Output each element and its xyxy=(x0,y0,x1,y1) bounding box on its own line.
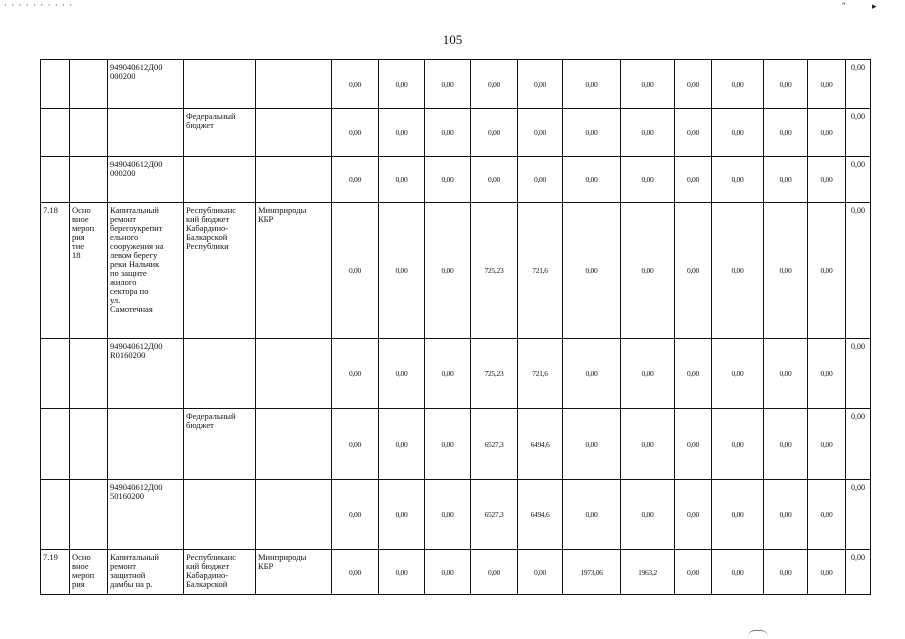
value-cell: 0,00 xyxy=(621,157,675,203)
measure-name-cell: 949040612Д00 R0160200 xyxy=(108,339,184,409)
total-cell: 0,00 xyxy=(846,109,871,157)
value-cell: 0,00 xyxy=(425,480,471,550)
value-cell: 0,00 xyxy=(425,60,471,109)
value-cell: 0,00 xyxy=(379,339,425,409)
value-cell: 0,00 xyxy=(764,339,808,409)
scan-corner-mark-left: ″ xyxy=(842,1,846,11)
funding-source-cell xyxy=(184,339,256,409)
scan-corner-mark-right: ▸ xyxy=(872,1,877,11)
measure-name-cell: 949040612Д00 000200 xyxy=(108,60,184,109)
page-number: 105 xyxy=(442,32,463,47)
value-cell: 0,00 xyxy=(379,203,425,339)
row-number-cell: 7.18 xyxy=(41,203,70,339)
measure-name-cell: 949040612Д00 50160200 xyxy=(108,480,184,550)
funding-source-cell xyxy=(184,480,256,550)
event-type-cell: Осно вное мероп рия тие 18 xyxy=(70,203,108,339)
value-cell: 0,00 xyxy=(332,60,379,109)
value-cell: 0,00 xyxy=(379,109,425,157)
value-cell: 0,00 xyxy=(563,109,621,157)
value-cell: 0,00 xyxy=(675,409,712,480)
value-cell: 0,00 xyxy=(379,60,425,109)
event-type-cell xyxy=(70,480,108,550)
value-cell: 725,23 xyxy=(471,339,518,409)
table-row xyxy=(41,480,871,550)
value-cell: 0,00 xyxy=(332,109,379,157)
value-cell: 0,00 xyxy=(808,109,846,157)
total-cell: 0,00 xyxy=(846,157,871,203)
value-cell: 0,00 xyxy=(425,109,471,157)
executor-cell: Минприроды КБР xyxy=(256,550,332,595)
value-cell: 0,00 xyxy=(675,60,712,109)
table-row xyxy=(41,409,871,480)
total-cell: 0,00 xyxy=(846,60,871,109)
funding-source-cell: Республиканс кий бюджет Кабардино- Балкарской xyxy=(184,550,256,595)
value-cell: 0,00 xyxy=(471,550,518,595)
value-cell: 0,00 xyxy=(621,339,675,409)
value-cell: 0,00 xyxy=(471,60,518,109)
measure-name-cell xyxy=(108,109,184,157)
measure-name-cell: 949040612Д00 000200 xyxy=(108,157,184,203)
executor-cell xyxy=(256,339,332,409)
value-cell: 0,00 xyxy=(425,203,471,339)
value-cell: 0,00 xyxy=(425,157,471,203)
value-cell: 0,00 xyxy=(808,480,846,550)
event-type-cell xyxy=(70,409,108,480)
value-cell: 0,00 xyxy=(675,550,712,595)
value-cell: 6494,6 xyxy=(518,409,563,480)
value-cell: 0,00 xyxy=(764,60,808,109)
value-cell: 1973,06 xyxy=(563,550,621,595)
scan-top-marks: · · · · · · · · · · xyxy=(4,0,74,10)
value-cell: 0,00 xyxy=(518,60,563,109)
total-cell: 0,00 xyxy=(846,409,871,480)
value-cell: 721,6 xyxy=(518,339,563,409)
value-cell: 0,00 xyxy=(518,109,563,157)
value-cell: 0,00 xyxy=(764,480,808,550)
value-cell: 0,00 xyxy=(471,109,518,157)
value-cell: 0,00 xyxy=(675,109,712,157)
value-cell: 0,00 xyxy=(379,157,425,203)
measure-name-cell xyxy=(108,409,184,480)
value-cell: 0,00 xyxy=(332,157,379,203)
funding-source-cell: Федеральный бюджет xyxy=(184,409,256,480)
budget-table xyxy=(40,59,871,595)
value-cell: 0,00 xyxy=(808,157,846,203)
executor-cell: Минприроды КБР xyxy=(256,203,332,339)
value-cell: 0,00 xyxy=(764,409,808,480)
table-row xyxy=(41,109,871,157)
value-cell: 0,00 xyxy=(621,409,675,480)
value-cell: 0,00 xyxy=(712,60,764,109)
table-row xyxy=(41,339,871,409)
value-cell: 0,00 xyxy=(332,339,379,409)
value-cell: 0,00 xyxy=(712,157,764,203)
value-cell: 0,00 xyxy=(621,60,675,109)
total-cell: 0,00 xyxy=(846,480,871,550)
value-cell: 0,00 xyxy=(563,203,621,339)
value-cell: 0,00 xyxy=(563,60,621,109)
value-cell: 0,00 xyxy=(563,480,621,550)
value-cell: 0,00 xyxy=(675,480,712,550)
value-cell: 0,00 xyxy=(808,60,846,109)
measure-name-cell: Капитальный ремонт берегоукрепит ельного сооружения на левом берегу реки Нальчик по защите жилого сектора по ул. Самотечная xyxy=(108,203,184,339)
value-cell: 0,00 xyxy=(712,109,764,157)
executor-cell xyxy=(256,480,332,550)
executor-cell xyxy=(256,109,332,157)
event-type-cell xyxy=(70,339,108,409)
value-cell: 0,00 xyxy=(379,480,425,550)
value-cell: 725,23 xyxy=(471,203,518,339)
table-row xyxy=(41,157,871,203)
value-cell: 0,00 xyxy=(675,339,712,409)
value-cell: 0,00 xyxy=(808,203,846,339)
value-cell: 0,00 xyxy=(518,157,563,203)
funding-source-cell: Федеральный бюджет xyxy=(184,109,256,157)
executor-cell xyxy=(256,157,332,203)
value-cell: 0,00 xyxy=(425,409,471,480)
value-cell: 0,00 xyxy=(764,157,808,203)
value-cell: 0,00 xyxy=(808,550,846,595)
value-cell: 6527,3 xyxy=(471,480,518,550)
event-type-cell xyxy=(70,109,108,157)
value-cell: 0,00 xyxy=(621,203,675,339)
value-cell: 0,00 xyxy=(675,203,712,339)
value-cell: 0,00 xyxy=(764,550,808,595)
value-cell: 0,00 xyxy=(764,109,808,157)
row-number-cell xyxy=(41,480,70,550)
table-row xyxy=(41,203,871,339)
value-cell: 721,6 xyxy=(518,203,563,339)
funding-source-cell xyxy=(184,157,256,203)
row-number-cell xyxy=(41,60,70,109)
row-number-cell xyxy=(41,409,70,480)
value-cell: 0,00 xyxy=(712,203,764,339)
value-cell: 0,00 xyxy=(332,203,379,339)
value-cell: 0,00 xyxy=(425,339,471,409)
value-cell: 0,00 xyxy=(621,480,675,550)
table-row xyxy=(41,550,871,595)
value-cell: 0,00 xyxy=(332,480,379,550)
row-number-cell xyxy=(41,157,70,203)
value-cell: 0,00 xyxy=(379,550,425,595)
value-cell: 0,00 xyxy=(621,109,675,157)
value-cell: 0,00 xyxy=(379,409,425,480)
value-cell: 0,00 xyxy=(712,480,764,550)
total-cell: 0,00 xyxy=(846,203,871,339)
value-cell: 1963,2 xyxy=(621,550,675,595)
value-cell: 0,00 xyxy=(675,157,712,203)
value-cell: 0,00 xyxy=(764,203,808,339)
row-number-cell xyxy=(41,109,70,157)
value-cell: 0,00 xyxy=(471,157,518,203)
value-cell: 0,00 xyxy=(808,339,846,409)
executor-cell xyxy=(256,409,332,480)
total-cell: 0,00 xyxy=(846,550,871,595)
row-number-cell xyxy=(41,339,70,409)
event-type-cell xyxy=(70,157,108,203)
value-cell: 0,00 xyxy=(563,409,621,480)
total-cell: 0,00 xyxy=(846,339,871,409)
value-cell: 6527,3 xyxy=(471,409,518,480)
value-cell: 0,00 xyxy=(563,339,621,409)
value-cell: 0,00 xyxy=(425,550,471,595)
funding-source-cell: Республиканс кий бюджет Кабардино- Балкарской Республики xyxy=(184,203,256,339)
measure-name-cell: Капитальный ремонт защитной дамбы на р. xyxy=(108,550,184,595)
value-cell: 0,00 xyxy=(332,550,379,595)
value-cell: 0,00 xyxy=(563,157,621,203)
value-cell: 0,00 xyxy=(712,339,764,409)
value-cell: 0,00 xyxy=(518,550,563,595)
value-cell: 0,00 xyxy=(712,409,764,480)
value-cell: 0,00 xyxy=(712,550,764,595)
value-cell: 0,00 xyxy=(808,409,846,480)
row-number-cell: 7.19 xyxy=(41,550,70,595)
funding-source-cell xyxy=(184,60,256,109)
value-cell: 0,00 xyxy=(332,409,379,480)
value-cell: 6494,6 xyxy=(518,480,563,550)
event-type-cell xyxy=(70,60,108,109)
executor-cell xyxy=(256,60,332,109)
table-row xyxy=(41,60,871,109)
event-type-cell: Осно вное мероп рия xyxy=(70,550,108,595)
scan-bottom-mark xyxy=(748,630,768,637)
